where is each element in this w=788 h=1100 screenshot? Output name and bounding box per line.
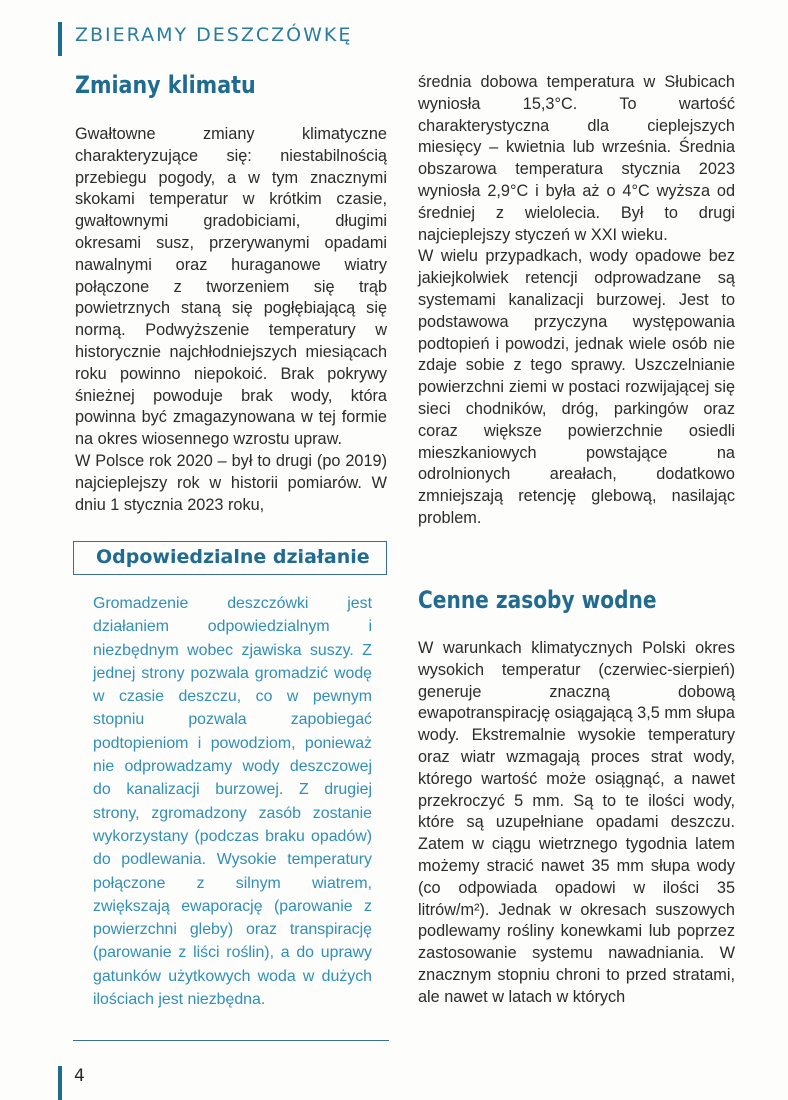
- responsible-action-box-header: [73, 541, 387, 575]
- heading-climate-change: Zmiany klimatu: [75, 71, 256, 99]
- footer-accent-bar: [58, 1066, 62, 1100]
- section-label: ZBIERAMY DESZCZÓWKĘ: [75, 24, 353, 46]
- paragraph: Gwałtowne zmiany klimatyczne charakteryzujące się: niestabilnością przebiegu pogody, a w tym znacznymi skokami temperatur w krótkim czasie, gwałtownymi gradobiciami, długimi okresami susz, przerywanymi opadami nawalnymi oraz huraganowe wiatry połączone z tworzeniem się trąb powietrznych staną się pogłębiającą się normą. Podwyższenie temperatury w historycznie najchłodniejszych miesiącach roku powinno niepokoić. Brak pokrywy śnieżnej powoduje brak wody, która powinna być zmagazynowana w tej formie na okres wiosennego wzrostu upraw.: [75, 125, 387, 449]
- page-number: 4: [74, 1066, 85, 1086]
- paragraph: W wielu przypadkach, wody opadowe bez jakiejkolwiek retencji odprowadzane są systemami kanalizacji burzowej. Jest to podstawowa przyczyna występowania podtopień i powodzi, jednak wiele osób nie zdaje sobie z tego sprawy. Uszczelnianie powierzchni ziemi w postaci rozwijającej się sieci chodników, dróg, parkingów oraz coraz większe powierzchnie osiedli mieszkaniowych powstające na odrolnionych areałach, dodatkowo zmniejszają retencję glebową, nasilając problem.: [418, 247, 735, 527]
- paragraph: średnia dobowa temperatura w Słubicach wyniosła 15,3°C. To wartość charakterystyczna dla cieplejszych miesięcy – kwietnia lub września. Średnia obszarowa temperatura stycznia 2023 wyniosła 2,9°C i była aż o 4°C wyższa od średniej z wielolecia. Był to drugi najcieplejszy styczeń w XXI wieku.: [418, 73, 735, 244]
- header-accent-bar: [58, 22, 62, 56]
- box-heading: Odpowiedzialne działanie: [96, 546, 370, 568]
- right-column-text: [418, 72, 735, 530]
- paragraph: Gromadzenie deszczówki jest działaniem odpowiedzialnym i niezbędnym wobec zjawiska suszy. Z jednej strony pozwala gromadzić wodę w czasie deszczu, co w pewnym stopniu pozwala zapobiegać podtopieniom i powodziom, ponieważ nie odprowadzamy wody deszczowej do kanalizacji burzowej. Z drugiej strony, zgromadzony zasób zostanie wykorzystany (podczas braku opadów) do podlewania. Wysokie temperatury połączone z silnym wiatrem, zwiększają ewaporację (parowanie z powierzchni gleby) oraz transpirację (parowanie z liści roślin), a do uprawy gatunków użytkowych woda w dużych ilościach jest niezbędna.: [93, 595, 372, 1009]
- paragraph: W warunkach klimatycznych Polski okres wysokich temperatur (czerwiec-sierpień) generuje znaczną dobową ewapotranspirację osiągającą 3,5 mm słupa wody. Ekstremalnie wysokie temperatury oraz wiatr wzmagają proces strat wody, którego wartość może osiągnąć, a nawet przekroczyć 5 mm. Są to te ilości wody, które są uzupełniane opadami deszczu. Zatem w ciągu wietrznego tygodnia latem możemy stracić nawet 35 mm słupa wody (co odpowiada opadowi w ilości 35 litrów/m²). Jednak w okresach suszowych podlewamy rośliny konewkami lub poprzez zastosowanie systemu nawadniania. W znacznym stopniu chroni to przed stratami, ale nawet w latach w których: [418, 639, 735, 1006]
- heading-water-resources: Cenne zasoby wodne: [418, 586, 657, 614]
- responsible-action-box-text: [93, 592, 372, 1011]
- paragraph: W Polsce rok 2020 – był to drugi (po 2019) najcieplejszy rok w historii pomiarów. W dniu 1 stycznia 2023 roku,: [75, 451, 387, 514]
- left-column-text: [75, 124, 387, 516]
- right-column-text-2: [418, 638, 735, 1009]
- box-bottom-rule: [73, 1040, 389, 1041]
